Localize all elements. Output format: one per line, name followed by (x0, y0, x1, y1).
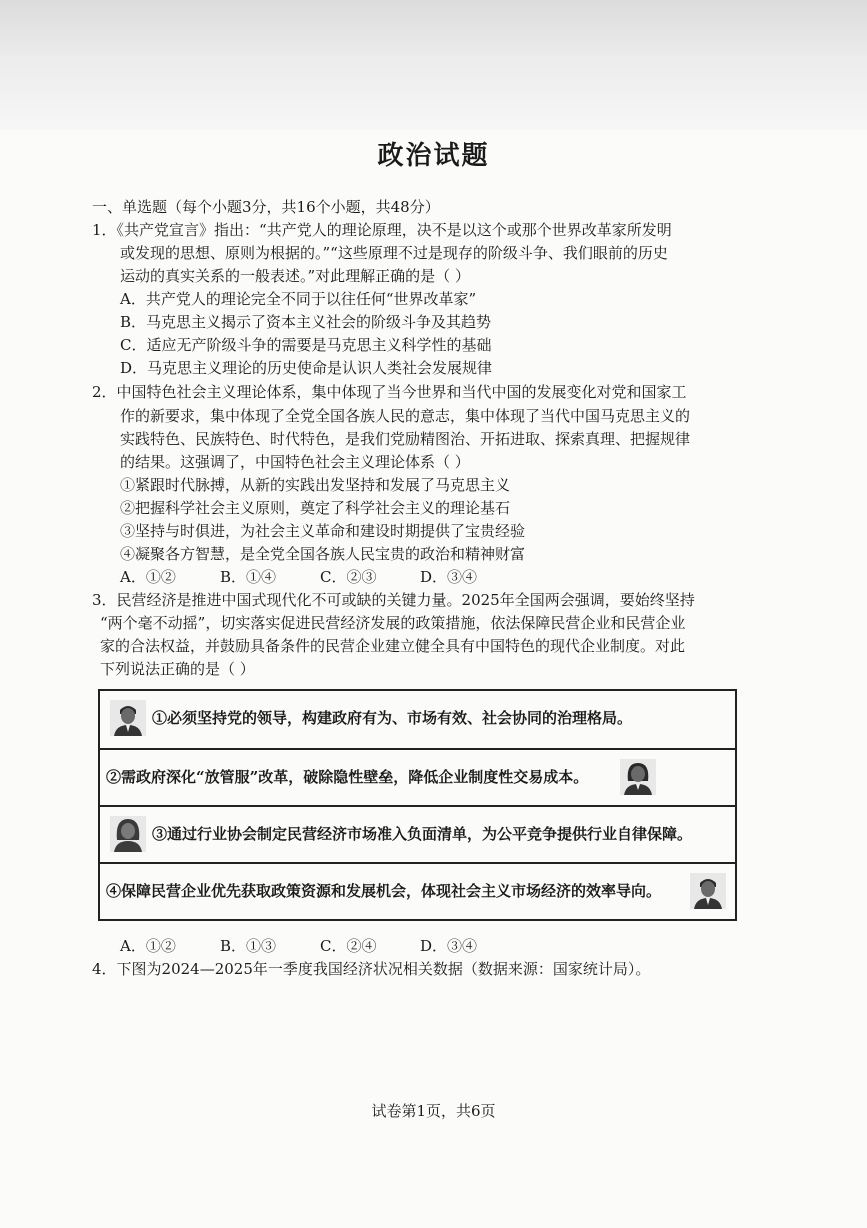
man-avatar-icon (110, 700, 146, 736)
q3-box-item-2: ②需政府深化“放管服”改革，破除隐性壁垒，降低企业制度性交易成本。 (106, 768, 589, 786)
q2-choice-a: A．①② (120, 568, 176, 586)
q3-line-4: 下列说法正确的是（ ） (100, 660, 255, 678)
q3-line-1: 3．民营经济是推进中国式现代化不可或缺的关键力量。2025年全国两会强调，要始终坚持 (92, 591, 695, 609)
q3-box-row-3 (100, 805, 735, 862)
q2-line-2: 作的新要求，集中体现了全党全国各族人民的意志，集中体现了当代中国马克思主义的 (120, 407, 691, 425)
q2-line-4: 的结果。这强调了，中国特色社会主义理论体系（ ） (120, 453, 470, 471)
q3-box-row-2 (100, 748, 735, 805)
q3-box-row-4 (100, 862, 735, 919)
q3-line-2: “两个毫不动摇”，切实落实促进民营经济发展的政策措施，依法保障民营企业和民营企业 (100, 614, 686, 632)
q4-line-1: 4．下图为2024—2025年一季度我国经济状况相关数据（数据来源：国家统计局）。 (92, 960, 651, 978)
woman-avatar-icon (110, 816, 146, 852)
section-heading: 一、单选题（每个小题3分，共16个小题，共48分） (92, 198, 440, 216)
q2-item-4: ④凝聚各方智慧，是全党全国各族人民宝贵的政治和精神财富 (120, 545, 526, 563)
q1-line-3: 运动的真实关系的一般表述。”对此理解正确的是（ ） (120, 267, 470, 285)
q2-choice-d: D．③④ (420, 568, 478, 586)
scan-shadow (0, 0, 867, 130)
q1-option-d: D．马克思主义理论的历史使命是认识人类社会发展规律 (120, 359, 493, 377)
woman-avatar-icon (620, 759, 656, 795)
q3-choices (120, 935, 520, 957)
q3-box-row-1 (100, 691, 735, 748)
q3-statement-box (98, 689, 737, 921)
page-footer: 试卷第1页，共6页 (371, 1102, 496, 1120)
page-title: 政治试题 (377, 141, 490, 171)
q2-choice-b: B．①④ (220, 568, 277, 586)
q2-choice-c: C．②③ (320, 568, 377, 586)
q2-line-3: 实践特色、民族特色、时代特色，是我们党励精图治、开拓进取、探索真理、把握规律 (120, 430, 691, 448)
q3-line-3: 家的合法权益，并鼓励具备条件的民营企业建立健全具有中国特色的现代企业制度。对此 (100, 637, 686, 655)
q3-box-item-3: ③通过行业协会制定民营经济市场准入负面清单，为公平竞争提供行业自律保障。 (152, 825, 693, 843)
q3-choice-a: A．①② (120, 937, 176, 955)
q2-choices (120, 566, 520, 588)
q2-item-1: ①紧跟时代脉搏，从新的实践出发坚持和发展了马克思主义 (120, 476, 511, 494)
q1-line-1: 1．《共产党宣言》指出：“共产党人的理论原理，决不是以这个或那个世界改革家所发明 (92, 221, 672, 239)
q2-item-3: ③坚持与时俱进，为社会主义革命和建设时期提供了宝贵经验 (120, 522, 526, 540)
q2-line-1: 2．中国特色社会主义理论体系，集中体现了当今世界和当代中国的发展变化对党和国家工 (92, 383, 687, 401)
man-avatar-icon (690, 873, 726, 909)
q2-item-2: ②把握科学社会主义原则，奠定了科学社会主义的理论基石 (120, 499, 511, 517)
q1-line-2: 或发现的思想、原则为根据的。”“这些原理不过是现存的阶级斗争、我们眼前的历史 (120, 244, 668, 262)
q3-choice-b: B．①③ (220, 937, 277, 955)
q1-option-c: C．适应无产阶级斗争的需要是马克思主义科学性的基础 (120, 336, 492, 354)
q1-option-a: A．共产党人的理论完全不同于以往任何“世界改革家” (120, 290, 477, 308)
q3-box-item-1: ①必须坚持党的领导，构建政府有为、市场有效、社会协同的治理格局。 (152, 709, 633, 727)
q3-box-item-4: ④保障民营企业优先获取政策资源和发展机会，体现社会主义市场经济的效率导向。 (106, 882, 662, 900)
q3-choice-c: C．②④ (320, 937, 377, 955)
q3-choice-d: D．③④ (420, 937, 478, 955)
q1-option-b: B．马克思主义揭示了资本主义社会的阶级斗争及其趋势 (120, 313, 492, 331)
